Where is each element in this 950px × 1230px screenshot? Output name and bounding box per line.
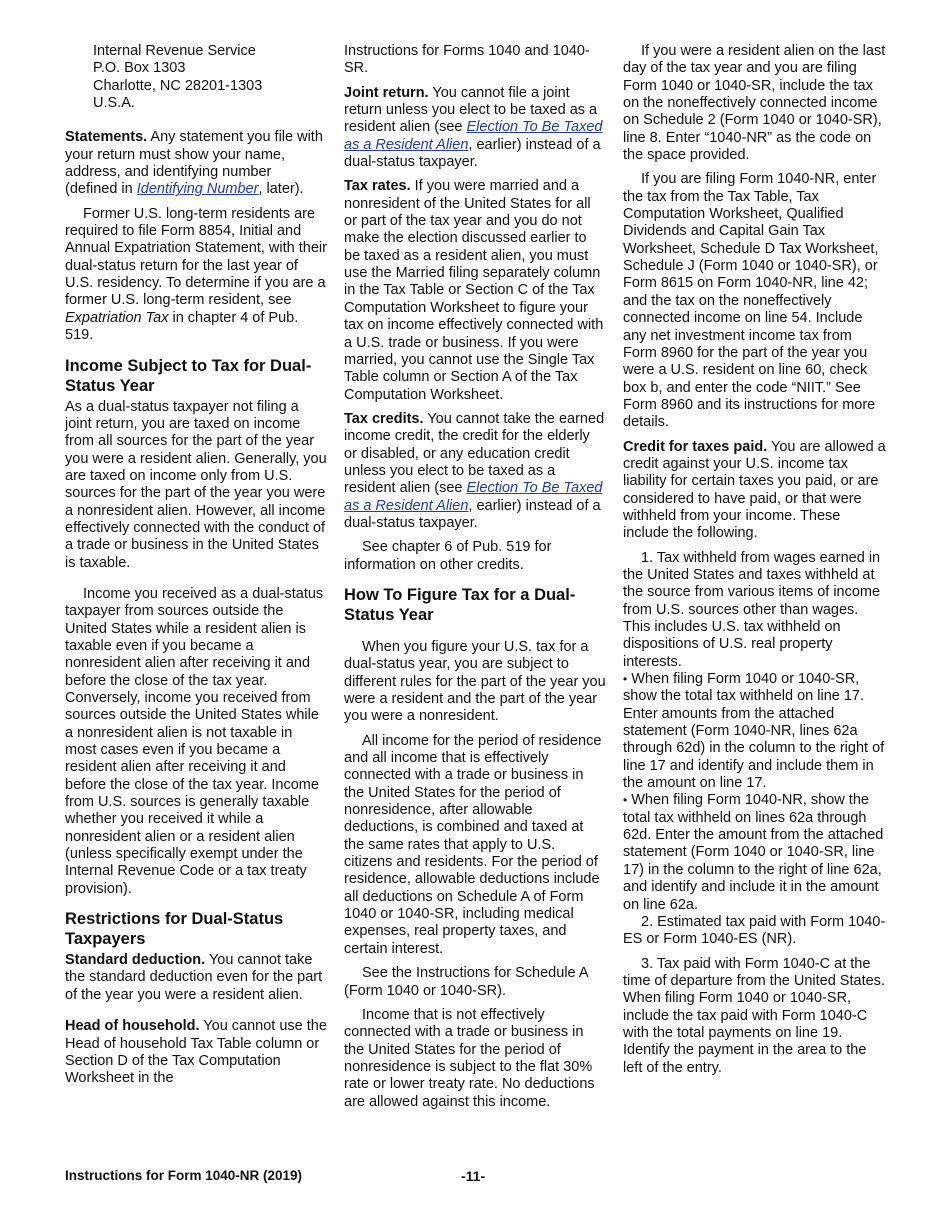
figure-paragraph-2: All income for the period of residence and all income that is effectively connected with a trade or business in the United States for the period of nonresidence, after allowable deductions, is combined and taxed at the same rates that apply to U.S. citizens and residents. For the period of residence, allowable deductions include all deductions on Schedule A of Form 1040 or 1040-SR, including medical expenses, real property taxes, and certain interest. — [344, 732, 602, 957]
figure-paragraph-1: When you figure your U.S. tax for a dual-status year, you are subject to different rules for the part of the year you were a resident and the part of the year you were a nonresident. — [344, 638, 606, 725]
expatriation-tax-ref: Expatriation Tax — [65, 309, 169, 326]
list-item-2: 2. Estimated tax paid with Form 1040-ES or Form 1040-ES (NR). — [623, 913, 886, 948]
former-residents-paragraph — [65, 206, 327, 345]
bullet-item-2 — [623, 792, 887, 913]
address-line: P.O. Box 1303 — [93, 60, 186, 77]
standard-deduction-lead: Standard deduction. — [65, 952, 206, 969]
income-paragraph-2: Income you received as a dual-status taxpayer from sources outside the United States while a resident alien is taxable even if you became a nonresident alien after receiving it and before the close of the tax year. Conversely, income you received from sources outside the United States while a nonresident alien is not taxable in most cases even if you became a resident alien after receiving it and before the close of the tax year. Income from U.S. sources is generally taxable whether you received it while a nonresident alien or a resident alien (unless specifically exempt under the Internal Revenue Code or a tax treaty provision). — [65, 585, 324, 897]
joint-return-text-end: , earlier) instead of a dual-status taxpayer. — [344, 136, 601, 171]
head-of-household-text: You cannot use the Head of household Tax Table column or Section D of the Tax Computation Worksheet in the — [65, 1018, 327, 1087]
statements-paragraph — [65, 129, 327, 198]
identifying-number-link[interactable]: Identifying Number — [136, 181, 259, 198]
heading-how-to-figure-tax: How To Figure Tax for a Dual-Status Year — [344, 585, 576, 624]
head-of-household-lead: Head of household. — [65, 1018, 200, 1035]
other-credits-paragraph: See chapter 6 of Pub. 519 for information on other credits. — [344, 539, 552, 573]
mailing-address — [65, 43, 327, 112]
list-item-1: 1. Tax withheld from wages earned in the United States and taxes withheld at the source from various items of income from U.S. sources other than wages. This includes U.S. tax withheld on dispositions of U.S. real property interests. — [623, 549, 881, 670]
credit-taxes-paid-lead: Credit for taxes paid. — [623, 438, 768, 455]
continued-text: Instructions for Forms 1040 and 1040-SR. — [344, 43, 590, 77]
heading-income-subject-to-tax: Income Subject to Tax for Dual-Status Year — [65, 356, 312, 395]
bullet-text: When filing Form 1040-NR, show the total tax withheld on lines 62a through 62d. Enter the amount from the attached statement (Form 1040 or 1040-SR, line 17) in the column to the right of line 62a, and identify and include it in the amount on line 62a. — [623, 792, 884, 913]
resident-alien-paragraph: If you were a resident alien on the last day of the tax year and you are filing Form 1040 or 1040-SR, include the tax on the noneffectively connected income on Schedule 2 (Form 1040 or 1040-SR), line 8. Enter “1040-NR” as the code on the space provided. — [623, 43, 886, 164]
address-line: U.S.A. — [93, 95, 135, 112]
figure-paragraph-3: See the Instructions for Schedule A (Form 1040 or 1040-SR). — [344, 965, 588, 999]
tax-credits-text-end: , earlier) instead of a dual-status taxpayer. — [344, 497, 601, 531]
tax-rates-paragraph — [344, 178, 606, 403]
joint-return-paragraph — [344, 85, 606, 172]
joint-return-lead: Joint return. — [344, 84, 429, 101]
bullet-icon: • — [623, 672, 628, 687]
column-2 — [344, 43, 606, 1111]
figure-paragraph-4: Income that is not effectively connected with a trade or business in the United States for the period of nonresidence is subject to the flat 30% rate or lower treaty rate. No deductions are allowed against this income. — [344, 1006, 595, 1110]
tax-rates-text: If you were married and a nonresident of the United States for all or part of the tax year and you do not make the election discussed earlier to be taxed as a resident alien, you must use the Married filing separately column in the Tax Table or Section C of the Tax Computation Worksheet to figure your tax on income effectively connected with a U.S. trade or business. If you were married, you cannot use the Single Tax Table column or Section A of the Tax Computation Worksheet. — [344, 178, 604, 403]
column-3 — [623, 43, 887, 1077]
credit-taxes-paid-paragraph — [623, 439, 887, 543]
heading-restrictions: Restrictions for Dual-Status Taxpayers — [65, 910, 284, 949]
standard-deduction-paragraph — [65, 952, 327, 1004]
tax-rates-lead: Tax rates. — [344, 178, 411, 195]
statements-text-end: , later). — [258, 181, 304, 198]
bullet-text: When filing Form 1040 or 1040-SR, show the total tax withheld on line 17. Enter amounts from the attached statement (Form 1040-NR, lines 62a through 62d) in the column to the right of line 17 and identify and include them in the amount on line 17. — [623, 671, 885, 792]
address-line: Internal Revenue Service — [93, 43, 256, 59]
footer-form-title: Instructions for Form 1040-NR (2019) — [65, 1168, 303, 1183]
income-paragraph-1: As a dual-status taxpayer not filing a joint return, you are taxed on income from all sources for the part of the year you were a resident alien. Generally, you are taxed on income only from U.S. sources for the part of the year you were a nonresident alien. However, all income effectively connected with the conduct of a trade or business in the United States is taxable. — [65, 398, 327, 571]
head-of-household-paragraph — [65, 1018, 327, 1087]
credit-taxes-paid-text: You are allowed a credit against your U.S. income tax liability for certain taxes you paid, or are considered to have paid, or that were withheld from your income. These include the following. — [623, 438, 886, 542]
statements-lead: Statements. — [65, 129, 148, 146]
bullet-item-1 — [623, 671, 887, 792]
joint-return-text: You cannot file a joint return unless you elect to be taxed as a resident alien (see — [344, 84, 598, 136]
election-link[interactable]: Election To Be Taxed as a Resident Alien — [344, 480, 603, 514]
address-line: Charlotte, NC 28201-1303 — [93, 77, 263, 94]
list-item-3: 3. Tax paid with Form 1040-C at the time of departure from the United States. When filing Form 1040 or 1040-SR, include the tax paid with Form 1040-C with the total payments on line 19. Identify the payment in the area to the left of the entry. — [623, 955, 885, 1076]
bullet-icon: • — [623, 793, 628, 808]
election-link[interactable]: Election To Be Taxed as a Resident Alien — [344, 119, 603, 153]
tax-credits-text: You cannot take the earned income credit, the credit for the elderly or disabled, or any education credit unless you elect to be taxed as a resident alien (see — [344, 410, 605, 497]
tax-credits-lead: Tax credits. — [344, 410, 424, 427]
tax-credits-paragraph — [344, 411, 606, 532]
page-number: -11- — [461, 1168, 486, 1184]
statements-text: Any statement you file with your return must show your name, address, and identifying number (defined in — [65, 129, 323, 198]
column-1 — [65, 43, 327, 1088]
former-text-end: in chapter 4 of Pub. 519. — [65, 309, 299, 344]
form-1040nr-paragraph: If you are filing Form 1040-NR, enter the tax from the Tax Table, Tax Computation Worksheet, Qualified Dividends and Capital Gain Tax Worksheet, Schedule D Tax Worksheet, Schedule J (Form 1040 or 1040-SR), or Form 8615 on Form 1040-NR, line 42; and the tax on the noneffectively connected income on line 54. Include any net investment income tax from Form 8960 for the part of the year you were a U.S. resident on line 60, check box b, and enter the code “NIIT.” See Form 8960 and its instructions for more details. — [623, 171, 879, 431]
standard-deduction-text: You cannot take the standard deduction even for the part of the year you were a resident alien. — [65, 952, 323, 1003]
former-text: Former U.S. long-term residents are required to file Form 8854, Initial and Annual Expatriation Statement, with their dual-status return for the last year of U.S. residency. To determine if you are a former U.S. long-term resident, see — [65, 205, 327, 309]
